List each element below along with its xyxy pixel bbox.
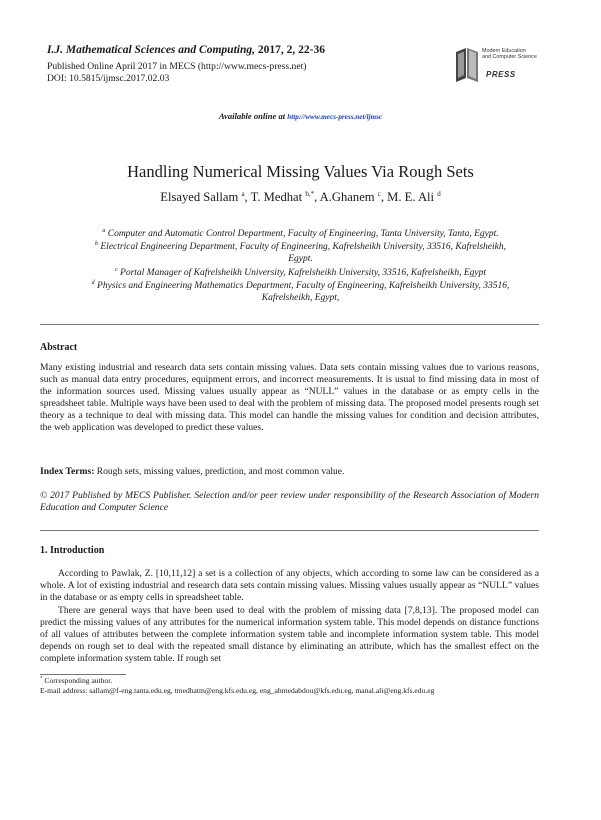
doi: DOI: 10.5815/ijmsc.2017.02.03 [47, 73, 170, 84]
affiliation-text: Portal Manager of Kafrelsheikh University, Kafrelsheikh University, 33516, Kafrelsheikh, Egypt [120, 268, 486, 279]
book-icon [452, 44, 484, 84]
abstract-text: Many existing industrial and research data sets contain missing values. Data sets contain missing values due to various reasons, such as manual data entry procedures, equipment errors, and incorrect measurements. It is usual to find missing data in most of the information sources used. Missing values usually appear as “NULL” values in the database or as empty cells in the spreadsheet table. Multiple ways have been used to deal with the problem of missing data. The proposed model presents rough set theory as a technique to deal with missing data. This model can handle the missing values for condition and decision attributes, the web application was developed to predict these values. [40, 362, 539, 434]
affiliation-mark: d [91, 280, 95, 286]
footnote-mark: * [40, 676, 43, 682]
intro-paragraph-2: There are general ways that have been used to deal with the problem of missing data [7,8,13]. The proposed model can predict the missing values of any attributes for the numerical information system table. This model depends on distance functions of all values of attributes between the complete information system table and incomplete information system table. This model depends on rough set to deal with the repeated small distance by eliminating an attribute, which has the smallest effect on the complete information system table. If rough set [40, 605, 539, 665]
author-mark: c [377, 190, 381, 198]
abstract-heading: Abstract [40, 342, 78, 353]
copyright-notice: © 2017 Published by MECS Publisher. Selection and/or peer review under responsibility of the Research Association of Modern Education and Computer Science [40, 490, 539, 514]
available-link[interactable]: http://www.mecs-press.net/ijmsc [287, 113, 383, 121]
affiliation-text: Egypt. [288, 254, 313, 265]
author-mark: b,* [305, 190, 315, 198]
corresponding-author [40, 676, 112, 685]
author-mark: a [241, 190, 245, 198]
author-list: Elsayed Sallam $^a$, T. Medhat $^{b,*}$, A.Ghanem $^c$, M. E. Ali $^d$ [160, 190, 441, 205]
index-terms [40, 466, 539, 478]
affiliation-text: Kafrelsheikh, Egypt, [261, 293, 340, 304]
divider [40, 530, 539, 531]
journal-name: I.J. Mathematical Sciences and Computing, [47, 44, 255, 56]
journal-issue: 2017, 2, 22-36 [257, 44, 325, 56]
introduction-heading: 1. Introduction [40, 545, 105, 556]
author-mark: d [437, 190, 441, 198]
affiliation-mark: b [95, 241, 98, 247]
author-name: T. Medhat [250, 190, 303, 205]
author-name: Elsayed Sallam [160, 190, 239, 205]
email-addresses: E-mail address: sallam@f-eng.tanta.edu.eg, tmedhatm@eng.kfs.edu.eg, eng_ahmedabdou@kfs.edu.eg, manal.ali@eng.kfs.edu.eg [40, 686, 435, 695]
affiliation-text: Physics and Engineering Mathematics Department, Faculty of Engineering, Kafrelsheikh University, 33516, [97, 281, 510, 292]
logo-line-1: Modern Education [482, 48, 526, 54]
mecs-press-logo [452, 42, 562, 88]
intro-paragraph-1: According to Pawlak, Z. [10,11,12] a set is a collection of any objects, which according to some law can be considered as a whole. A lot of existing industrial and research data sets contain missing values. Missing values usually appear as “NULL” values in the database or as empty cells in spreadsheet table. [40, 568, 539, 604]
footnote-rule [40, 674, 126, 675]
paper-title: Handling Numerical Missing Values Via Rough Sets [127, 162, 474, 181]
journal-title [47, 44, 325, 56]
logo-press: PRESS [486, 70, 516, 79]
affiliation-d [60, 277, 541, 305]
available-online [0, 111, 601, 121]
affiliation-mark: a [102, 228, 106, 234]
affiliation-text: Electrical Engineering Department, Faculty of Engineering, Kafrelsheikh University, 33516, Kafrelsheikh, [100, 242, 506, 253]
affiliation-b [60, 238, 541, 266]
footnote-text: Corresponding author. [44, 676, 113, 685]
index-terms-label: Index Terms: [40, 466, 95, 477]
index-terms-text: Rough sets, missing values, prediction, and most common value. [96, 466, 345, 477]
available-label: Available online at [218, 111, 286, 121]
divider [40, 324, 539, 325]
published-online: Published Online April 2017 in MECS (http://www.mecs-press.net) [47, 61, 307, 72]
author-name: A.Ghanem [319, 190, 375, 205]
author-name: M. E. Ali [387, 190, 435, 205]
logo-line-2: and Computer Science [482, 54, 537, 60]
affiliation-text: Computer and Automatic Control Department, Faculty of Engineering, Tanta University, Tanta, Egypt. [107, 229, 499, 240]
affiliation-mark: c [114, 267, 118, 273]
